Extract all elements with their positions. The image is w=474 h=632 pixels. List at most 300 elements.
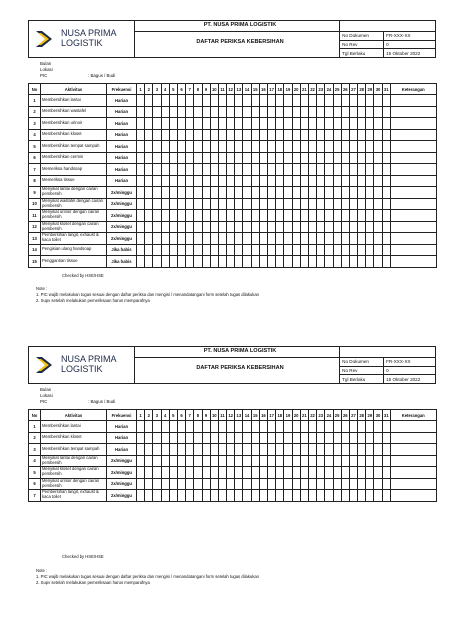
day-check-cell[interactable]	[268, 95, 276, 107]
day-check-cell[interactable]	[227, 421, 235, 433]
day-check-cell[interactable]	[194, 141, 202, 153]
day-check-cell[interactable]	[186, 187, 194, 199]
day-check-cell[interactable]	[186, 455, 194, 467]
day-check-cell[interactable]	[145, 244, 153, 256]
day-check-cell[interactable]	[358, 164, 366, 176]
day-check-cell[interactable]	[137, 106, 145, 118]
day-check-cell[interactable]	[268, 129, 276, 141]
day-check-cell[interactable]	[284, 256, 292, 268]
day-check-cell[interactable]	[333, 95, 341, 107]
keterangan-cell[interactable]	[390, 233, 436, 245]
day-check-cell[interactable]	[210, 118, 218, 130]
day-check-cell[interactable]	[374, 164, 382, 176]
day-check-cell[interactable]	[186, 198, 194, 210]
day-check-cell[interactable]	[145, 444, 153, 456]
day-check-cell[interactable]	[243, 421, 251, 433]
day-check-cell[interactable]	[300, 467, 308, 479]
day-check-cell[interactable]	[300, 210, 308, 222]
day-check-cell[interactable]	[341, 244, 349, 256]
day-check-cell[interactable]	[276, 244, 284, 256]
day-check-cell[interactable]	[374, 444, 382, 456]
day-check-cell[interactable]	[169, 175, 177, 187]
day-check-cell[interactable]	[145, 175, 153, 187]
day-check-cell[interactable]	[169, 118, 177, 130]
day-check-cell[interactable]	[317, 141, 325, 153]
day-check-cell[interactable]	[153, 106, 161, 118]
day-check-cell[interactable]	[202, 129, 210, 141]
day-check-cell[interactable]	[268, 210, 276, 222]
day-check-cell[interactable]	[251, 221, 259, 233]
day-check-cell[interactable]	[284, 244, 292, 256]
day-check-cell[interactable]	[308, 478, 316, 490]
day-check-cell[interactable]	[161, 256, 169, 268]
day-check-cell[interactable]	[243, 455, 251, 467]
day-check-cell[interactable]	[300, 455, 308, 467]
day-check-cell[interactable]	[325, 95, 333, 107]
day-check-cell[interactable]	[308, 221, 316, 233]
day-check-cell[interactable]	[259, 210, 267, 222]
day-check-cell[interactable]	[341, 256, 349, 268]
day-check-cell[interactable]	[202, 256, 210, 268]
day-check-cell[interactable]	[161, 421, 169, 433]
day-check-cell[interactable]	[186, 164, 194, 176]
day-check-cell[interactable]	[292, 164, 300, 176]
day-check-cell[interactable]	[308, 95, 316, 107]
day-check-cell[interactable]	[292, 210, 300, 222]
day-check-cell[interactable]	[366, 210, 374, 222]
day-check-cell[interactable]	[137, 233, 145, 245]
keterangan-cell[interactable]	[390, 244, 436, 256]
day-check-cell[interactable]	[358, 490, 366, 502]
day-check-cell[interactable]	[349, 187, 357, 199]
day-check-cell[interactable]	[177, 432, 185, 444]
day-check-cell[interactable]	[145, 95, 153, 107]
day-check-cell[interactable]	[374, 141, 382, 153]
day-check-cell[interactable]	[243, 233, 251, 245]
day-check-cell[interactable]	[317, 152, 325, 164]
day-check-cell[interactable]	[145, 187, 153, 199]
day-check-cell[interactable]	[210, 152, 218, 164]
day-check-cell[interactable]	[251, 187, 259, 199]
day-check-cell[interactable]	[317, 455, 325, 467]
day-check-cell[interactable]	[300, 244, 308, 256]
day-check-cell[interactable]	[243, 141, 251, 153]
day-check-cell[interactable]	[227, 198, 235, 210]
day-check-cell[interactable]	[366, 187, 374, 199]
day-check-cell[interactable]	[153, 233, 161, 245]
day-check-cell[interactable]	[202, 106, 210, 118]
day-check-cell[interactable]	[227, 490, 235, 502]
day-check-cell[interactable]	[145, 233, 153, 245]
day-check-cell[interactable]	[292, 467, 300, 479]
day-check-cell[interactable]	[202, 187, 210, 199]
day-check-cell[interactable]	[341, 467, 349, 479]
day-check-cell[interactable]	[177, 490, 185, 502]
day-check-cell[interactable]	[317, 244, 325, 256]
day-check-cell[interactable]	[177, 164, 185, 176]
day-check-cell[interactable]	[284, 118, 292, 130]
day-check-cell[interactable]	[227, 164, 235, 176]
day-check-cell[interactable]	[333, 455, 341, 467]
day-check-cell[interactable]	[161, 152, 169, 164]
day-check-cell[interactable]	[235, 421, 243, 433]
day-check-cell[interactable]	[186, 244, 194, 256]
day-check-cell[interactable]	[177, 478, 185, 490]
day-check-cell[interactable]	[235, 141, 243, 153]
day-check-cell[interactable]	[186, 233, 194, 245]
day-check-cell[interactable]	[325, 141, 333, 153]
day-check-cell[interactable]	[317, 432, 325, 444]
day-check-cell[interactable]	[177, 187, 185, 199]
day-check-cell[interactable]	[137, 244, 145, 256]
day-check-cell[interactable]	[341, 198, 349, 210]
day-check-cell[interactable]	[276, 118, 284, 130]
day-check-cell[interactable]	[169, 221, 177, 233]
day-check-cell[interactable]	[382, 221, 390, 233]
day-check-cell[interactable]	[186, 478, 194, 490]
day-check-cell[interactable]	[251, 421, 259, 433]
day-check-cell[interactable]	[153, 221, 161, 233]
day-check-cell[interactable]	[284, 175, 292, 187]
day-check-cell[interactable]	[169, 256, 177, 268]
day-check-cell[interactable]	[358, 256, 366, 268]
day-check-cell[interactable]	[366, 198, 374, 210]
day-check-cell[interactable]	[186, 221, 194, 233]
day-check-cell[interactable]	[153, 198, 161, 210]
day-check-cell[interactable]	[177, 444, 185, 456]
day-check-cell[interactable]	[194, 106, 202, 118]
day-check-cell[interactable]	[268, 233, 276, 245]
day-check-cell[interactable]	[218, 129, 226, 141]
day-check-cell[interactable]	[317, 95, 325, 107]
day-check-cell[interactable]	[374, 432, 382, 444]
day-check-cell[interactable]	[333, 187, 341, 199]
day-check-cell[interactable]	[349, 164, 357, 176]
day-check-cell[interactable]	[366, 432, 374, 444]
day-check-cell[interactable]	[284, 95, 292, 107]
keterangan-cell[interactable]	[390, 444, 436, 456]
day-check-cell[interactable]	[153, 478, 161, 490]
day-check-cell[interactable]	[341, 221, 349, 233]
day-check-cell[interactable]	[259, 141, 267, 153]
day-check-cell[interactable]	[333, 106, 341, 118]
day-check-cell[interactable]	[374, 152, 382, 164]
day-check-cell[interactable]	[177, 221, 185, 233]
day-check-cell[interactable]	[251, 175, 259, 187]
day-check-cell[interactable]	[186, 444, 194, 456]
day-check-cell[interactable]	[325, 198, 333, 210]
day-check-cell[interactable]	[284, 233, 292, 245]
day-check-cell[interactable]	[325, 478, 333, 490]
day-check-cell[interactable]	[292, 152, 300, 164]
day-check-cell[interactable]	[276, 421, 284, 433]
day-check-cell[interactable]	[382, 129, 390, 141]
day-check-cell[interactable]	[235, 95, 243, 107]
day-check-cell[interactable]	[292, 118, 300, 130]
day-check-cell[interactable]	[366, 118, 374, 130]
day-check-cell[interactable]	[227, 152, 235, 164]
day-check-cell[interactable]	[161, 490, 169, 502]
day-check-cell[interactable]	[169, 129, 177, 141]
day-check-cell[interactable]	[382, 467, 390, 479]
day-check-cell[interactable]	[366, 233, 374, 245]
day-check-cell[interactable]	[177, 467, 185, 479]
day-check-cell[interactable]	[194, 455, 202, 467]
day-check-cell[interactable]	[308, 164, 316, 176]
day-check-cell[interactable]	[366, 256, 374, 268]
day-check-cell[interactable]	[177, 256, 185, 268]
day-check-cell[interactable]	[308, 256, 316, 268]
day-check-cell[interactable]	[325, 118, 333, 130]
day-check-cell[interactable]	[137, 198, 145, 210]
day-check-cell[interactable]	[317, 210, 325, 222]
day-check-cell[interactable]	[137, 141, 145, 153]
day-check-cell[interactable]	[284, 455, 292, 467]
day-check-cell[interactable]	[137, 129, 145, 141]
day-check-cell[interactable]	[218, 198, 226, 210]
day-check-cell[interactable]	[194, 478, 202, 490]
day-check-cell[interactable]	[333, 478, 341, 490]
day-check-cell[interactable]	[358, 129, 366, 141]
day-check-cell[interactable]	[382, 164, 390, 176]
day-check-cell[interactable]	[317, 175, 325, 187]
day-check-cell[interactable]	[349, 432, 357, 444]
day-check-cell[interactable]	[292, 198, 300, 210]
day-check-cell[interactable]	[218, 210, 226, 222]
keterangan-cell[interactable]	[390, 210, 436, 222]
day-check-cell[interactable]	[284, 198, 292, 210]
day-check-cell[interactable]	[268, 256, 276, 268]
day-check-cell[interactable]	[235, 187, 243, 199]
day-check-cell[interactable]	[202, 432, 210, 444]
day-check-cell[interactable]	[317, 118, 325, 130]
day-check-cell[interactable]	[268, 478, 276, 490]
day-check-cell[interactable]	[333, 118, 341, 130]
day-check-cell[interactable]	[292, 233, 300, 245]
day-check-cell[interactable]	[227, 106, 235, 118]
day-check-cell[interactable]	[235, 432, 243, 444]
day-check-cell[interactable]	[268, 432, 276, 444]
day-check-cell[interactable]	[349, 244, 357, 256]
day-check-cell[interactable]	[145, 106, 153, 118]
day-check-cell[interactable]	[243, 164, 251, 176]
day-check-cell[interactable]	[251, 210, 259, 222]
day-check-cell[interactable]	[145, 141, 153, 153]
day-check-cell[interactable]	[169, 106, 177, 118]
day-check-cell[interactable]	[341, 175, 349, 187]
day-check-cell[interactable]	[177, 210, 185, 222]
day-check-cell[interactable]	[251, 256, 259, 268]
day-check-cell[interactable]	[177, 233, 185, 245]
day-check-cell[interactable]	[358, 421, 366, 433]
day-check-cell[interactable]	[161, 198, 169, 210]
day-check-cell[interactable]	[349, 421, 357, 433]
day-check-cell[interactable]	[292, 141, 300, 153]
day-check-cell[interactable]	[210, 478, 218, 490]
day-check-cell[interactable]	[137, 95, 145, 107]
day-check-cell[interactable]	[333, 198, 341, 210]
day-check-cell[interactable]	[325, 233, 333, 245]
day-check-cell[interactable]	[366, 106, 374, 118]
day-check-cell[interactable]	[243, 444, 251, 456]
day-check-cell[interactable]	[358, 444, 366, 456]
day-check-cell[interactable]	[382, 490, 390, 502]
day-check-cell[interactable]	[374, 198, 382, 210]
day-check-cell[interactable]	[235, 152, 243, 164]
day-check-cell[interactable]	[317, 233, 325, 245]
day-check-cell[interactable]	[268, 118, 276, 130]
day-check-cell[interactable]	[145, 467, 153, 479]
day-check-cell[interactable]	[161, 455, 169, 467]
day-check-cell[interactable]	[341, 432, 349, 444]
day-check-cell[interactable]	[382, 421, 390, 433]
day-check-cell[interactable]	[210, 244, 218, 256]
day-check-cell[interactable]	[177, 198, 185, 210]
day-check-cell[interactable]	[194, 210, 202, 222]
day-check-cell[interactable]	[145, 210, 153, 222]
day-check-cell[interactable]	[382, 233, 390, 245]
day-check-cell[interactable]	[202, 141, 210, 153]
day-check-cell[interactable]	[333, 164, 341, 176]
keterangan-cell[interactable]	[390, 490, 436, 502]
day-check-cell[interactable]	[137, 478, 145, 490]
day-check-cell[interactable]	[186, 432, 194, 444]
day-check-cell[interactable]	[300, 118, 308, 130]
day-check-cell[interactable]	[202, 221, 210, 233]
day-check-cell[interactable]	[325, 221, 333, 233]
day-check-cell[interactable]	[300, 490, 308, 502]
day-check-cell[interactable]	[194, 152, 202, 164]
day-check-cell[interactable]	[194, 467, 202, 479]
day-check-cell[interactable]	[317, 490, 325, 502]
day-check-cell[interactable]	[333, 175, 341, 187]
day-check-cell[interactable]	[210, 175, 218, 187]
day-check-cell[interactable]	[227, 221, 235, 233]
day-check-cell[interactable]	[227, 432, 235, 444]
day-check-cell[interactable]	[259, 432, 267, 444]
day-check-cell[interactable]	[235, 490, 243, 502]
day-check-cell[interactable]	[317, 444, 325, 456]
day-check-cell[interactable]	[186, 490, 194, 502]
day-check-cell[interactable]	[137, 432, 145, 444]
day-check-cell[interactable]	[300, 164, 308, 176]
day-check-cell[interactable]	[235, 175, 243, 187]
day-check-cell[interactable]	[276, 478, 284, 490]
day-check-cell[interactable]	[259, 233, 267, 245]
day-check-cell[interactable]	[235, 129, 243, 141]
day-check-cell[interactable]	[145, 198, 153, 210]
day-check-cell[interactable]	[308, 187, 316, 199]
day-check-cell[interactable]	[227, 118, 235, 130]
day-check-cell[interactable]	[268, 106, 276, 118]
day-check-cell[interactable]	[235, 233, 243, 245]
day-check-cell[interactable]	[161, 467, 169, 479]
day-check-cell[interactable]	[169, 455, 177, 467]
day-check-cell[interactable]	[333, 152, 341, 164]
day-check-cell[interactable]	[251, 478, 259, 490]
day-check-cell[interactable]	[366, 467, 374, 479]
day-check-cell[interactable]	[325, 444, 333, 456]
day-check-cell[interactable]	[259, 164, 267, 176]
day-check-cell[interactable]	[333, 221, 341, 233]
day-check-cell[interactable]	[251, 490, 259, 502]
day-check-cell[interactable]	[259, 244, 267, 256]
day-check-cell[interactable]	[153, 175, 161, 187]
day-check-cell[interactable]	[276, 106, 284, 118]
day-check-cell[interactable]	[235, 210, 243, 222]
day-check-cell[interactable]	[276, 95, 284, 107]
day-check-cell[interactable]	[341, 233, 349, 245]
day-check-cell[interactable]	[202, 233, 210, 245]
day-check-cell[interactable]	[161, 444, 169, 456]
day-check-cell[interactable]	[308, 490, 316, 502]
day-check-cell[interactable]	[276, 233, 284, 245]
day-check-cell[interactable]	[194, 432, 202, 444]
day-check-cell[interactable]	[382, 478, 390, 490]
day-check-cell[interactable]	[300, 233, 308, 245]
day-check-cell[interactable]	[349, 490, 357, 502]
day-check-cell[interactable]	[194, 198, 202, 210]
day-check-cell[interactable]	[292, 432, 300, 444]
day-check-cell[interactable]	[284, 141, 292, 153]
day-check-cell[interactable]	[349, 455, 357, 467]
day-check-cell[interactable]	[251, 118, 259, 130]
day-check-cell[interactable]	[235, 467, 243, 479]
day-check-cell[interactable]	[194, 444, 202, 456]
day-check-cell[interactable]	[227, 455, 235, 467]
day-check-cell[interactable]	[202, 455, 210, 467]
day-check-cell[interactable]	[202, 478, 210, 490]
day-check-cell[interactable]	[317, 478, 325, 490]
day-check-cell[interactable]	[382, 198, 390, 210]
day-check-cell[interactable]	[268, 187, 276, 199]
day-check-cell[interactable]	[218, 432, 226, 444]
day-check-cell[interactable]	[186, 152, 194, 164]
day-check-cell[interactable]	[153, 421, 161, 433]
day-check-cell[interactable]	[169, 95, 177, 107]
day-check-cell[interactable]	[317, 106, 325, 118]
day-check-cell[interactable]	[366, 129, 374, 141]
day-check-cell[interactable]	[153, 129, 161, 141]
day-check-cell[interactable]	[169, 210, 177, 222]
day-check-cell[interactable]	[169, 152, 177, 164]
day-check-cell[interactable]	[374, 129, 382, 141]
day-check-cell[interactable]	[153, 256, 161, 268]
day-check-cell[interactable]	[333, 490, 341, 502]
day-check-cell[interactable]	[161, 95, 169, 107]
day-check-cell[interactable]	[349, 141, 357, 153]
day-check-cell[interactable]	[251, 198, 259, 210]
day-check-cell[interactable]	[374, 244, 382, 256]
day-check-cell[interactable]	[276, 129, 284, 141]
keterangan-cell[interactable]	[390, 106, 436, 118]
day-check-cell[interactable]	[218, 106, 226, 118]
day-check-cell[interactable]	[317, 198, 325, 210]
day-check-cell[interactable]	[349, 444, 357, 456]
day-check-cell[interactable]	[218, 187, 226, 199]
day-check-cell[interactable]	[341, 152, 349, 164]
day-check-cell[interactable]	[202, 421, 210, 433]
day-check-cell[interactable]	[382, 210, 390, 222]
day-check-cell[interactable]	[325, 455, 333, 467]
day-check-cell[interactable]	[268, 221, 276, 233]
day-check-cell[interactable]	[341, 490, 349, 502]
day-check-cell[interactable]	[259, 490, 267, 502]
day-check-cell[interactable]	[382, 118, 390, 130]
day-check-cell[interactable]	[317, 129, 325, 141]
day-check-cell[interactable]	[333, 244, 341, 256]
day-check-cell[interactable]	[268, 164, 276, 176]
